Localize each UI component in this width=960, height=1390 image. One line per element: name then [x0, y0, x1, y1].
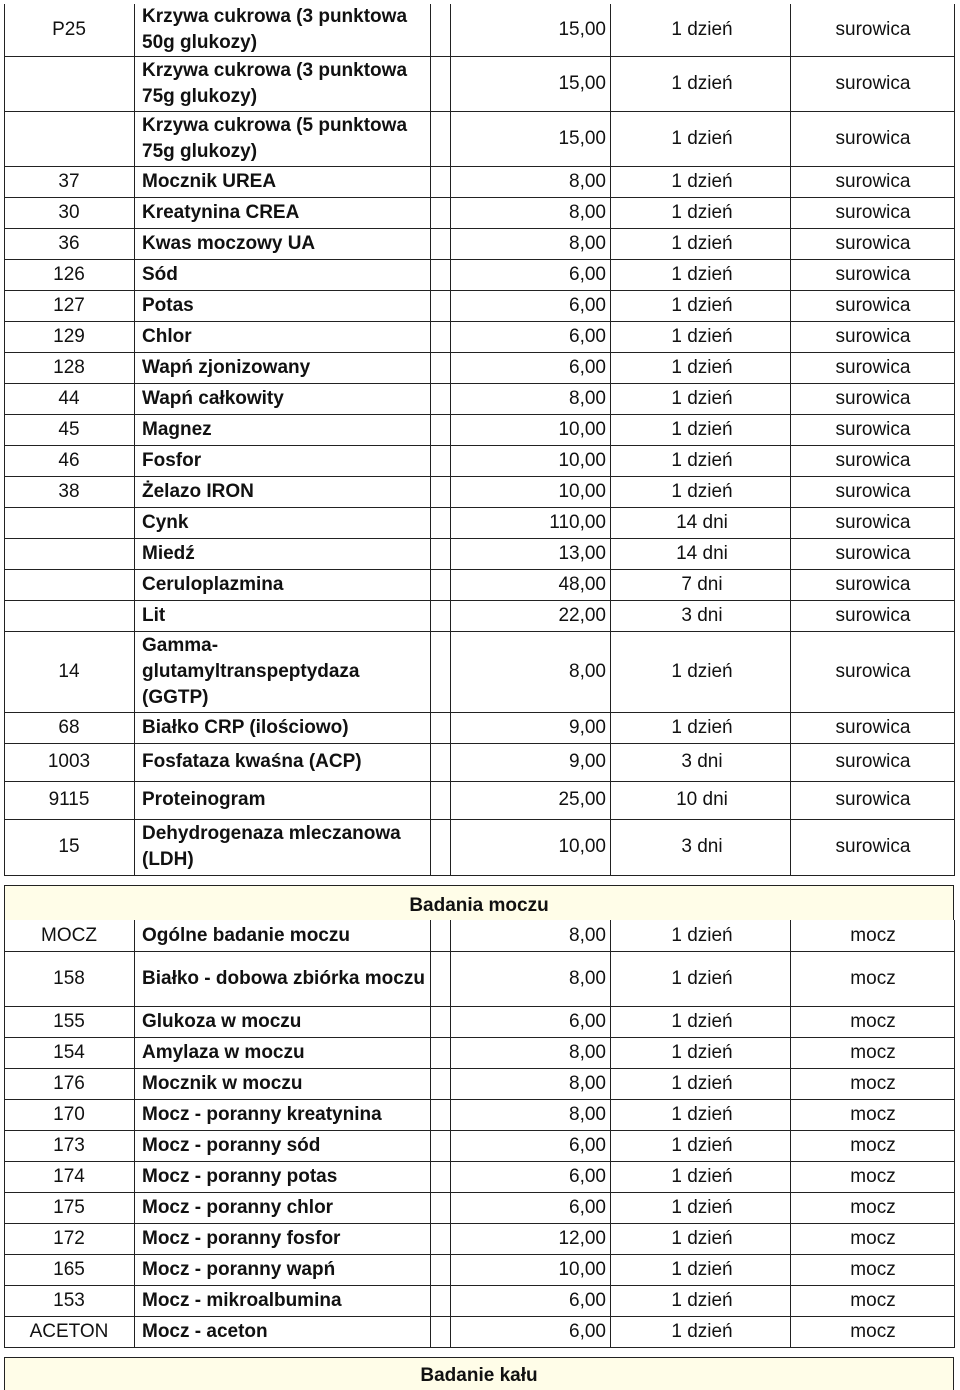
test-price: 8,00	[569, 1103, 606, 1125]
test-name: Fosfor	[142, 449, 202, 471]
row-divider	[4, 743, 955, 744]
blood-test-row	[4, 4, 956, 56]
sample-material: surowica	[835, 232, 911, 254]
test-name: Cynk	[142, 511, 189, 533]
test-code	[4, 111, 134, 166]
table-bottom-border	[4, 875, 955, 876]
urine-tests-table	[4, 920, 956, 1347]
sample-material: mocz	[850, 1196, 896, 1218]
sample-material: mocz	[850, 1227, 896, 1249]
row-divider	[4, 951, 955, 952]
sample-material: surowica	[835, 127, 911, 149]
test-price: 6,00	[569, 1134, 606, 1156]
turnaround-time: 1 dzień	[671, 1258, 733, 1280]
test-code: 126	[53, 263, 85, 285]
turnaround-time: 1 dzień	[671, 449, 733, 471]
sample-material: mocz	[850, 1165, 896, 1187]
test-code: 44	[58, 387, 80, 409]
turnaround-time: 1 dzień	[671, 1165, 733, 1187]
row-divider	[4, 1285, 955, 1286]
sample-material: surowica	[835, 660, 911, 682]
test-name: Mocz - poranny wapń	[142, 1258, 336, 1280]
test-code: 165	[53, 1258, 85, 1280]
test-price: 15,00	[558, 19, 606, 40]
test-name: Chlor	[142, 325, 192, 347]
test-price: 15,00	[558, 72, 606, 94]
row-divider	[4, 259, 955, 260]
test-code: 1003	[47, 751, 91, 772]
urine-test-row	[4, 1192, 956, 1223]
row-divider	[4, 383, 955, 384]
blood-test-row	[4, 111, 956, 166]
test-price: 6,00	[569, 1165, 606, 1187]
sample-material: surowica	[835, 72, 911, 94]
sample-material: mocz	[850, 1010, 896, 1032]
blood-test-row	[4, 600, 956, 631]
row-divider	[4, 1130, 955, 1131]
sample-material: surowica	[835, 170, 911, 192]
sample-material: mocz	[850, 924, 896, 946]
turnaround-time: 14 dni	[676, 511, 728, 533]
urine-section-header	[4, 885, 954, 920]
test-name: Mocznik UREA	[142, 170, 277, 192]
row-divider	[4, 445, 955, 446]
row-divider	[4, 1006, 955, 1007]
turnaround-time: 1 dzień	[671, 19, 733, 40]
blood-test-row	[4, 197, 956, 228]
sample-material: surowica	[835, 789, 911, 810]
blood-test-row	[4, 352, 956, 383]
sample-material: surowica	[835, 294, 911, 316]
turnaround-time: 3 dni	[681, 751, 723, 772]
sample-material: mocz	[850, 1041, 896, 1063]
test-price: 6,00	[569, 263, 606, 285]
sample-material: surowica	[835, 542, 911, 564]
test-price: 8,00	[569, 1041, 606, 1063]
test-code: 173	[53, 1134, 85, 1156]
test-price: 6,00	[569, 325, 606, 347]
row-divider	[4, 1161, 955, 1162]
blood-test-row	[4, 290, 956, 321]
column-divider	[134, 4, 135, 875]
row-divider	[4, 1223, 955, 1224]
turnaround-time: 1 dzień	[671, 967, 733, 989]
turnaround-time: 1 dzień	[671, 1196, 733, 1218]
row-divider	[4, 111, 955, 112]
row-divider	[4, 321, 955, 322]
urine-test-row	[4, 951, 956, 1006]
row-divider	[4, 507, 955, 508]
urine-section-title: Badania moczu	[409, 895, 549, 916]
test-code: 46	[58, 449, 80, 471]
row-divider	[4, 166, 955, 167]
urine-test-row	[4, 1316, 956, 1347]
turnaround-time: 1 dzień	[671, 1134, 733, 1156]
row-divider	[4, 197, 955, 198]
test-code: 129	[53, 325, 85, 347]
blood-test-row	[4, 166, 956, 197]
test-price: 15,00	[558, 127, 606, 149]
test-price: 6,00	[569, 1289, 606, 1311]
blood-test-row	[4, 712, 956, 743]
test-price: 6,00	[569, 1196, 606, 1218]
urine-test-row	[4, 1099, 956, 1130]
test-price: 6,00	[569, 294, 606, 316]
turnaround-time: 1 dzień	[671, 201, 733, 223]
test-name: Mocz - poranny sód	[142, 1134, 321, 1156]
sample-material: mocz	[850, 1134, 896, 1156]
test-price: 25,00	[558, 789, 606, 810]
test-price: 10,00	[558, 480, 606, 502]
sample-material: mocz	[850, 1258, 896, 1280]
test-code	[4, 538, 134, 569]
test-price: 6,00	[569, 356, 606, 378]
test-code: 155	[53, 1010, 85, 1032]
sample-material: surowica	[835, 19, 911, 40]
test-price: 6,00	[569, 1010, 606, 1032]
turnaround-time: 1 dzień	[671, 294, 733, 316]
column-divider	[790, 920, 791, 1347]
column-divider	[790, 4, 791, 875]
turnaround-time: 1 dzień	[671, 1103, 733, 1125]
test-name: Wapń całkowity	[142, 387, 284, 409]
sample-material: surowica	[835, 325, 911, 347]
test-code: ACETON	[29, 1320, 109, 1342]
row-divider	[4, 1037, 955, 1038]
turnaround-time: 1 dzień	[671, 1041, 733, 1063]
test-code: 38	[58, 480, 80, 502]
test-name: Kwas moczowy UA	[142, 232, 316, 254]
test-price: 6,00	[569, 1320, 606, 1342]
test-code: 9115	[48, 789, 90, 810]
sample-material: surowica	[835, 387, 911, 409]
column-divider	[954, 920, 955, 1347]
test-name: Dehydrogenaza mleczanowa (LDH)	[142, 823, 401, 870]
row-divider	[4, 56, 955, 57]
blood-test-row	[4, 631, 956, 712]
test-code: 30	[58, 201, 80, 223]
sample-material: surowica	[835, 480, 911, 502]
row-divider	[4, 414, 955, 415]
test-name: Białko CRP (ilościowo)	[142, 716, 349, 738]
test-name: Krzywa cukrowa (5 punktowa 75g glukozy)	[142, 114, 408, 162]
column-divider	[610, 4, 611, 875]
column-divider	[954, 4, 955, 875]
urine-test-row	[4, 1254, 956, 1285]
test-price: 9,00	[569, 716, 606, 738]
turnaround-time: 1 dzień	[671, 1289, 733, 1311]
urine-test-row	[4, 1285, 956, 1316]
test-price: 10,00	[558, 418, 606, 440]
test-code: 170	[53, 1103, 85, 1125]
sample-material: surowica	[835, 263, 911, 285]
blood-test-row	[4, 383, 956, 414]
row-divider	[4, 1068, 955, 1069]
test-code	[4, 600, 134, 631]
urine-test-row	[4, 1037, 956, 1068]
row-divider	[4, 600, 955, 601]
test-name: Mocz - poranny chlor	[142, 1196, 334, 1218]
test-name: Amylaza w moczu	[142, 1041, 305, 1063]
test-code: 128	[53, 356, 85, 378]
turnaround-time: 1 dzień	[671, 387, 733, 409]
test-price: 8,00	[569, 967, 606, 989]
stool-section-title: Badanie kału	[420, 1365, 538, 1386]
test-price: 110,00	[549, 511, 606, 533]
test-price: 8,00	[569, 660, 606, 682]
test-price: 13,00	[558, 542, 606, 564]
turnaround-time: 1 dzień	[671, 232, 733, 254]
test-price: 8,00	[569, 924, 606, 946]
turnaround-time: 3 dni	[681, 836, 723, 857]
test-name: Lit	[142, 604, 166, 626]
turnaround-time: 1 dzień	[671, 924, 733, 946]
test-name: Krzywa cukrowa (3 punktowa 50g glukozy)	[142, 6, 408, 53]
test-code: MOCZ	[41, 924, 97, 946]
test-name: Mocz - aceton	[142, 1320, 268, 1342]
test-name: Ogólne badanie moczu	[142, 924, 350, 946]
row-divider	[4, 712, 955, 713]
row-divider	[4, 290, 955, 291]
test-name: Sód	[142, 263, 178, 285]
stool-section-header	[4, 1357, 954, 1390]
sample-material: surowica	[835, 716, 911, 738]
test-price: 10,00	[558, 1258, 606, 1280]
blood-test-row	[4, 228, 956, 259]
sample-material: surowica	[835, 201, 911, 223]
test-price: 9,00	[569, 751, 606, 772]
column-divider	[430, 920, 431, 1347]
test-code: 172	[53, 1227, 85, 1249]
sample-material: surowica	[835, 751, 911, 772]
sample-material: surowica	[835, 836, 911, 857]
test-code: 127	[53, 294, 85, 316]
test-price: 10,00	[558, 836, 606, 857]
column-divider	[4, 920, 5, 1347]
test-code	[4, 507, 134, 538]
turnaround-time: 1 dzień	[671, 356, 733, 378]
turnaround-time: 1 dzień	[671, 660, 733, 682]
row-divider	[4, 1254, 955, 1255]
sample-material: surowica	[835, 511, 911, 533]
turnaround-time: 1 dzień	[671, 325, 733, 347]
column-divider	[430, 4, 431, 875]
test-code: P25	[52, 19, 86, 40]
row-divider	[4, 1316, 955, 1317]
test-price: 8,00	[569, 1072, 606, 1094]
turnaround-time: 14 dni	[676, 542, 728, 564]
test-name: Krzywa cukrowa (3 punktowa 75g glukozy)	[142, 59, 408, 107]
sample-material: mocz	[850, 1289, 896, 1311]
test-name: Gamma-glutamyltranspeptydaza (GGTP)	[142, 634, 360, 708]
test-name: Żelazo IRON	[142, 480, 254, 502]
blood-test-row	[4, 56, 956, 111]
turnaround-time: 1 dzień	[671, 418, 733, 440]
sample-material: surowica	[835, 604, 911, 626]
test-name: Wapń zjonizowany	[142, 356, 311, 378]
test-code: 37	[58, 170, 80, 192]
test-code: 154	[53, 1041, 85, 1063]
row-divider	[4, 476, 955, 477]
test-name: Ceruloplazmina	[142, 573, 284, 595]
urine-test-row	[4, 1223, 956, 1254]
row-divider	[4, 1099, 955, 1100]
test-price: 8,00	[569, 387, 606, 409]
blood-test-row	[4, 569, 956, 600]
test-name: Proteinogram	[142, 789, 266, 810]
blood-test-row	[4, 476, 956, 507]
turnaround-time: 1 dzień	[671, 1227, 733, 1249]
test-code: 45	[58, 418, 80, 440]
sample-material: surowica	[835, 573, 911, 595]
test-code: 36	[58, 232, 80, 254]
blood-test-row	[4, 445, 956, 476]
sample-material: surowica	[835, 418, 911, 440]
test-name: Mocz - poranny kreatynina	[142, 1103, 382, 1125]
turnaround-time: 1 dzień	[671, 1072, 733, 1094]
row-divider	[4, 781, 955, 782]
row-divider	[4, 228, 955, 229]
test-name: Mocz - mikroalbumina	[142, 1289, 342, 1311]
test-price: 8,00	[569, 232, 606, 254]
blood-test-row	[4, 743, 956, 781]
row-divider	[4, 538, 955, 539]
test-price: 48,00	[558, 573, 606, 595]
test-code: 68	[58, 716, 80, 738]
test-name: Fosfataza kwaśna (ACP)	[142, 751, 362, 772]
test-code	[4, 56, 134, 111]
blood-test-row	[4, 819, 956, 875]
test-name: Magnez	[142, 418, 212, 440]
turnaround-time: 7 dni	[681, 573, 723, 595]
turnaround-time: 1 dzień	[671, 72, 733, 94]
test-name: Mocz - poranny fosfor	[142, 1227, 341, 1249]
turnaround-time: 3 dni	[681, 604, 723, 626]
blood-test-row	[4, 538, 956, 569]
row-divider	[4, 352, 955, 353]
test-price: 22,00	[558, 604, 606, 626]
test-price: 12,00	[558, 1227, 606, 1249]
urine-test-row	[4, 1006, 956, 1037]
column-divider	[4, 4, 5, 875]
urine-test-row	[4, 1130, 956, 1161]
blood-test-row	[4, 259, 956, 290]
row-divider	[4, 631, 955, 632]
turnaround-time: 1 dzień	[671, 1010, 733, 1032]
test-code: 175	[53, 1196, 85, 1218]
sample-material: surowica	[835, 356, 911, 378]
turnaround-time: 1 dzień	[671, 716, 733, 738]
column-divider	[134, 920, 135, 1347]
sample-material: surowica	[835, 449, 911, 471]
blood-test-row	[4, 507, 956, 538]
test-name: Miedź	[142, 542, 195, 564]
test-price: 8,00	[569, 170, 606, 192]
test-code: 174	[53, 1165, 85, 1187]
sample-material: mocz	[850, 1103, 896, 1125]
test-name: Mocznik w moczu	[142, 1072, 303, 1094]
test-code: 15	[58, 836, 80, 857]
column-divider	[450, 4, 451, 875]
sample-material: mocz	[850, 967, 896, 989]
blood-test-row	[4, 414, 956, 445]
test-name: Glukoza w moczu	[142, 1010, 302, 1032]
row-divider	[4, 569, 955, 570]
turnaround-time: 10 dni	[676, 789, 728, 810]
test-name: Białko - dobowa zbiórka moczu	[142, 967, 425, 989]
test-name: Potas	[142, 294, 194, 316]
sample-material: mocz	[850, 1320, 896, 1342]
test-code: 176	[53, 1072, 85, 1094]
row-divider	[4, 1192, 955, 1193]
column-divider	[450, 920, 451, 1347]
test-name: Mocz - poranny potas	[142, 1165, 338, 1187]
turnaround-time: 1 dzień	[671, 263, 733, 285]
urine-test-row	[4, 920, 956, 951]
urine-test-row	[4, 1068, 956, 1099]
test-code: 153	[53, 1289, 85, 1311]
test-price: 8,00	[569, 201, 606, 223]
table-bottom-border	[4, 1347, 955, 1348]
turnaround-time: 1 dzień	[671, 127, 733, 149]
test-name: Kreatynina CREA	[142, 201, 300, 223]
blood-tests-table	[4, 4, 956, 875]
column-divider	[610, 920, 611, 1347]
blood-test-row	[4, 321, 956, 352]
turnaround-time: 1 dzień	[671, 1320, 733, 1342]
urine-test-row	[4, 1161, 956, 1192]
test-code: 14	[58, 660, 80, 682]
sample-material: mocz	[850, 1072, 896, 1094]
test-code	[4, 569, 134, 600]
row-divider	[4, 819, 955, 820]
turnaround-time: 1 dzień	[671, 170, 733, 192]
turnaround-time: 1 dzień	[671, 480, 733, 502]
test-price: 10,00	[558, 449, 606, 471]
test-code: 158	[53, 967, 85, 989]
blood-test-row	[4, 781, 956, 819]
